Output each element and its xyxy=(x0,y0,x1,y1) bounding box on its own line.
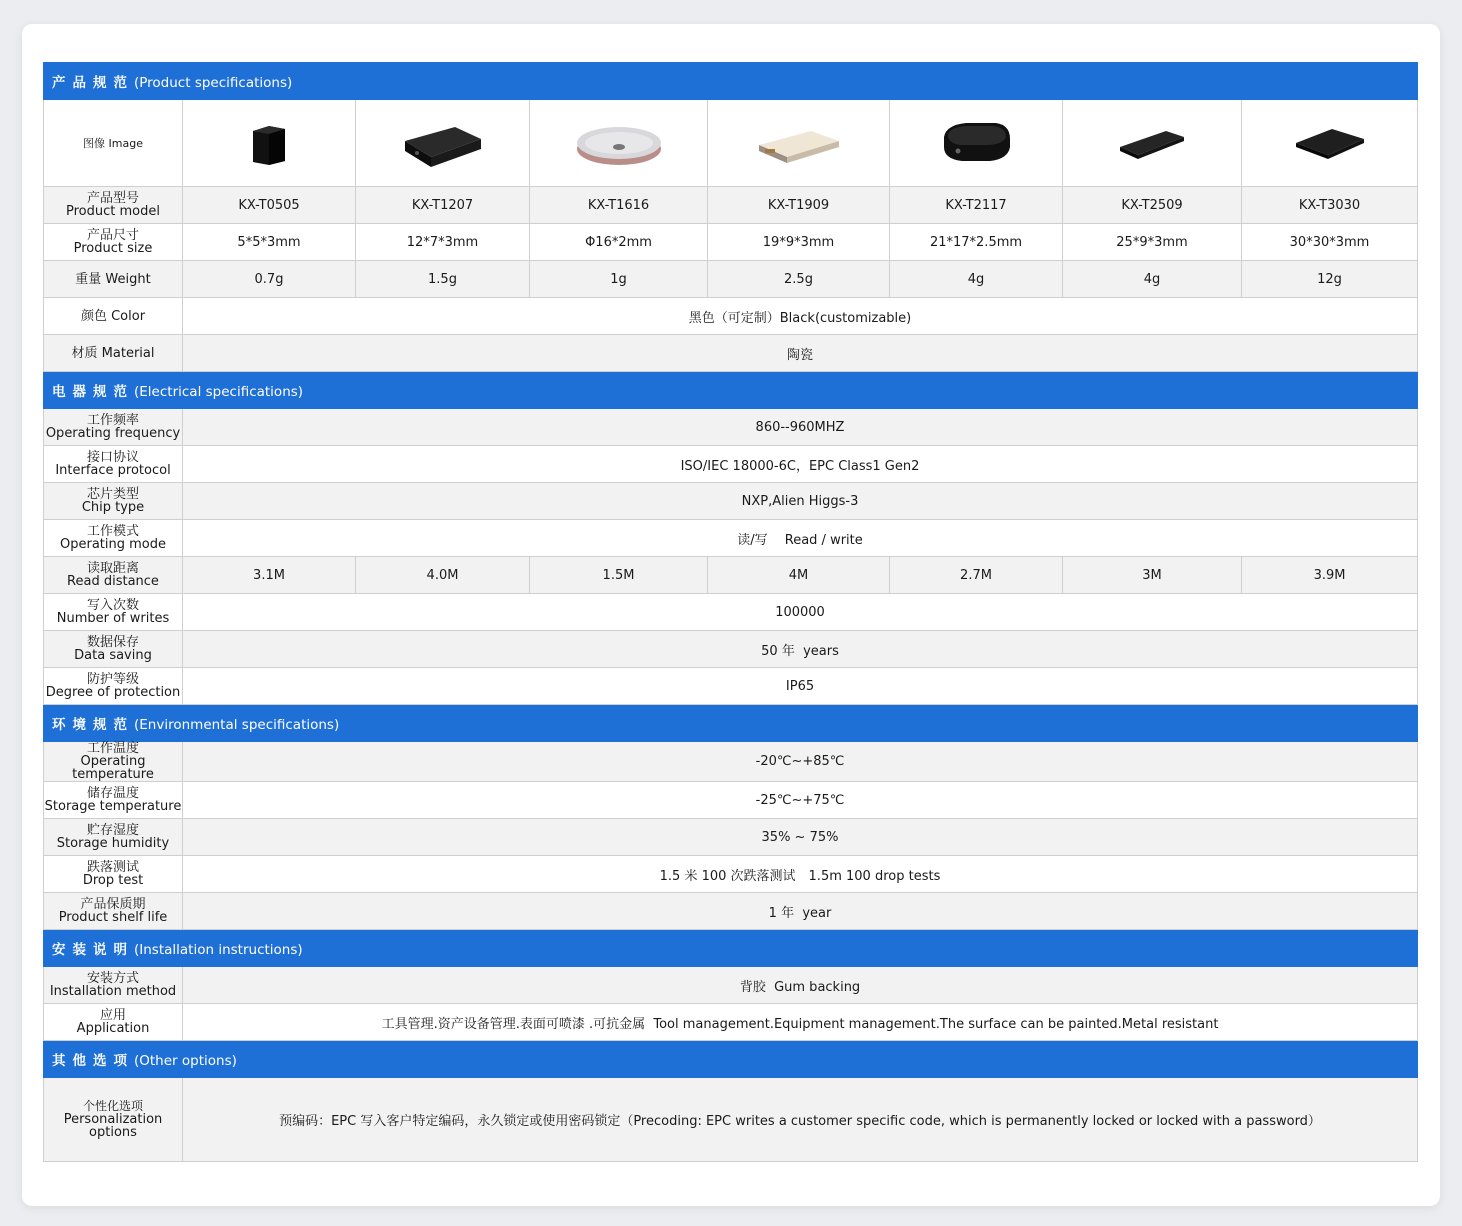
product-weight: 4g xyxy=(1063,261,1242,298)
product-size: 12*7*3mm xyxy=(356,224,530,261)
install-value: 背胶 Gum backing xyxy=(183,967,1418,1004)
mode-value: 读/写 Read / write xyxy=(183,520,1418,557)
product-size: Φ16*2mm xyxy=(530,224,708,261)
op-temp-value: -20℃~+85℃ xyxy=(183,742,1418,782)
section-title-en: (Other options) xyxy=(134,1053,237,1069)
row-label-saving: 数据保存 Data saving xyxy=(44,631,183,668)
mode-row xyxy=(44,520,1418,557)
section-header-other xyxy=(44,1041,1418,1078)
section-header-electrical xyxy=(44,372,1418,409)
read-distance: 3M xyxy=(1063,557,1242,594)
row-label-humidity: 贮存湿度 Storage humidity xyxy=(44,819,183,856)
install-row xyxy=(44,967,1418,1004)
image-row xyxy=(44,100,1418,187)
storage-temp-value: -25℃~+75℃ xyxy=(183,782,1418,819)
row-label-material: 材质 Material xyxy=(44,335,183,372)
product-image xyxy=(183,100,356,187)
product-model: KX-T1909 xyxy=(708,187,890,224)
chip-value: NXP,Alien Higgs-3 xyxy=(183,483,1418,520)
black-slim-tag-icon xyxy=(1112,113,1192,173)
product-image xyxy=(356,100,530,187)
spec-table xyxy=(43,62,1418,1162)
row-label-weight: 重量 Weight xyxy=(44,261,183,298)
section-title-cn: 安装说明 xyxy=(52,942,134,958)
black-block-tag-icon xyxy=(393,113,493,173)
section-title-cn: 环境规范 xyxy=(52,717,134,733)
product-size: 21*17*2.5mm xyxy=(890,224,1063,261)
product-model: KX-T3030 xyxy=(1242,187,1418,224)
white-ceramic-tag-icon xyxy=(749,113,849,173)
frequency-row xyxy=(44,409,1418,446)
read-distance: 2.7M xyxy=(890,557,1063,594)
protection-value: IP65 xyxy=(183,668,1418,705)
product-image xyxy=(530,100,708,187)
row-label-size: 产品尺寸 Product size xyxy=(44,224,183,261)
row-label-distance: 读取距离 Read distance xyxy=(44,557,183,594)
material-value: 陶瓷 xyxy=(183,335,1418,372)
product-weight: 2.5g xyxy=(708,261,890,298)
row-label-personalization: 个性化选项 Personalization options xyxy=(44,1078,183,1162)
product-image xyxy=(1242,100,1418,187)
drop-row xyxy=(44,856,1418,893)
row-label-protocol: 接口协议 Interface protocol xyxy=(44,446,183,483)
section-title-en: (Product specifications) xyxy=(134,75,293,91)
section-header-environmental xyxy=(44,705,1418,742)
product-model: KX-T2509 xyxy=(1063,187,1242,224)
personalization-value: 预编码：EPC 写入客户特定编码，永久锁定或使用密码锁定（Precoding: EPC writes a customer specific code, which is permanently locked or locked with a password） xyxy=(183,1078,1418,1162)
section-title-en: (Installation instructions) xyxy=(134,942,303,958)
distance-row xyxy=(44,557,1418,594)
section-header-installation xyxy=(44,930,1418,967)
humidity-row xyxy=(44,819,1418,856)
row-label-frequency: 工作频率 Operating frequency xyxy=(44,409,183,446)
row-label-writes: 写入次数 Number of writes xyxy=(44,594,183,631)
read-distance: 3.9M xyxy=(1242,557,1418,594)
saving-row xyxy=(44,631,1418,668)
product-model: KX-T1207 xyxy=(356,187,530,224)
saving-value: 50 年 years xyxy=(183,631,1418,668)
product-image xyxy=(708,100,890,187)
read-distance: 4.0M xyxy=(356,557,530,594)
product-model: KX-T2117 xyxy=(890,187,1063,224)
product-weight: 1g xyxy=(530,261,708,298)
drop-value: 1.5 米 100 次跌落测试 1.5m 100 drop tests xyxy=(183,856,1418,893)
read-distance: 4M xyxy=(708,557,890,594)
product-model: KX-T1616 xyxy=(530,187,708,224)
writes-value: 100000 xyxy=(183,594,1418,631)
black-square-tag-icon xyxy=(1290,113,1370,173)
product-weight: 12g xyxy=(1242,261,1418,298)
black-rounded-tag-icon xyxy=(936,113,1016,173)
row-label-color: 颜色 Color xyxy=(44,298,183,335)
model-row xyxy=(44,187,1418,224)
row-label-shelf: 产品保质期 Product shelf life xyxy=(44,893,183,930)
color-value: 黑色（可定制）Black(customizable) xyxy=(183,298,1418,335)
section-header-product xyxy=(44,63,1418,100)
product-weight: 4g xyxy=(890,261,1063,298)
protocol-row xyxy=(44,446,1418,483)
product-weight: 0.7g xyxy=(183,261,356,298)
color-row xyxy=(44,298,1418,335)
row-label-protection: 防护等级 Degree of protection xyxy=(44,668,183,705)
protection-row xyxy=(44,668,1418,705)
section-title-en: (Electrical specifications) xyxy=(134,384,304,400)
frequency-value: 860--960MHZ xyxy=(183,409,1418,446)
application-value: 工具管理.资产设备管理.表面可喷漆 .可抗金属 Tool management.Equipment management.The surface can be painted.Metal resistant xyxy=(183,1004,1418,1041)
weight-row xyxy=(44,261,1418,298)
row-label-drop: 跌落测试 Drop test xyxy=(44,856,183,893)
protocol-value: ISO/IEC 18000-6C，EPC Class1 Gen2 xyxy=(183,446,1418,483)
personalization-row xyxy=(44,1078,1418,1162)
product-image xyxy=(1063,100,1242,187)
row-label-chip: 芯片类型 Chip type xyxy=(44,483,183,520)
row-label-model: 产品型号 Product model xyxy=(44,187,183,224)
chip-row xyxy=(44,483,1418,520)
material-row xyxy=(44,335,1418,372)
round-disc-tag-icon xyxy=(569,113,669,173)
shelf-value: 1 年 year xyxy=(183,893,1418,930)
row-label-storage-temp: 储存温度 Storage temperature xyxy=(44,782,183,819)
read-distance: 1.5M xyxy=(530,557,708,594)
product-size: 30*30*3mm xyxy=(1242,224,1418,261)
product-size: 25*9*3mm xyxy=(1063,224,1242,261)
product-size: 5*5*3mm xyxy=(183,224,356,261)
section-title-en: (Environmental specifications) xyxy=(134,717,340,733)
shelf-row xyxy=(44,893,1418,930)
writes-row xyxy=(44,594,1418,631)
section-title-cn: 电器规范 xyxy=(52,384,134,400)
row-label-application: 应用 Application xyxy=(44,1004,183,1041)
section-title-cn: 产品规范 xyxy=(52,75,134,91)
storage-temp-row xyxy=(44,782,1418,819)
row-label-install: 安装方式 Installation method xyxy=(44,967,183,1004)
application-row xyxy=(44,1004,1418,1041)
product-image xyxy=(890,100,1063,187)
black-cube-tag-icon xyxy=(239,113,299,173)
humidity-value: 35% ~ 75% xyxy=(183,819,1418,856)
row-label-mode: 工作模式 Operating mode xyxy=(44,520,183,557)
product-size: 19*9*3mm xyxy=(708,224,890,261)
product-model: KX-T0505 xyxy=(183,187,356,224)
op-temp-row xyxy=(44,742,1418,782)
section-title-cn: 其他选项 xyxy=(52,1053,134,1069)
row-label-image: 图像 Image xyxy=(44,100,183,187)
row-label-op-temp: 工作温度 Operating temperature xyxy=(44,742,183,782)
product-weight: 1.5g xyxy=(356,261,530,298)
size-row xyxy=(44,224,1418,261)
read-distance: 3.1M xyxy=(183,557,356,594)
